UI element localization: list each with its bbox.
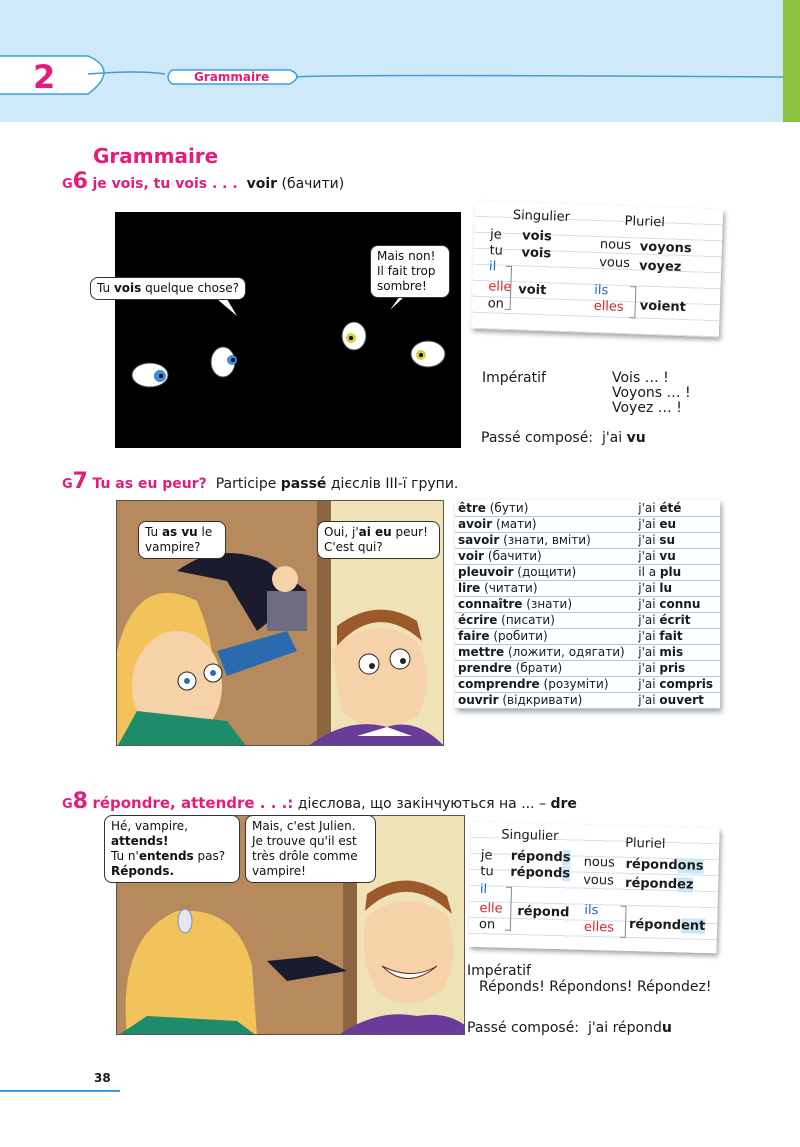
participle-cell xyxy=(636,564,720,580)
verb-form: répond xyxy=(517,904,570,921)
infinitive: comprendre xyxy=(458,677,540,691)
translation: (знати, вміти) xyxy=(499,533,591,547)
verb-row xyxy=(455,516,720,532)
infinitive-cell xyxy=(455,580,636,596)
g6-imperatif-list xyxy=(612,371,691,416)
g6-number: 6 xyxy=(72,169,88,194)
text-bold: dre xyxy=(550,796,577,812)
participle: plu xyxy=(659,565,682,579)
g7-number: 7 xyxy=(72,469,88,494)
infinitive-cell xyxy=(455,628,636,644)
pronoun: je xyxy=(489,227,503,243)
translation: (бути) xyxy=(485,500,529,515)
pronoun: je xyxy=(480,848,493,864)
auxiliary: j'ai xyxy=(638,693,660,707)
pronoun: nous xyxy=(599,237,632,254)
g7-heading xyxy=(62,469,458,494)
pronoun: vous xyxy=(582,872,615,889)
participle-cell xyxy=(636,548,720,564)
verb-form: vois xyxy=(521,228,552,245)
infinitive: connaître xyxy=(458,597,523,611)
pronoun-elles: elles xyxy=(593,298,624,315)
bracket xyxy=(505,887,512,931)
verb-row xyxy=(455,644,720,660)
translation: (ложити, одягати) xyxy=(504,645,625,659)
verb-row xyxy=(455,548,720,564)
singular-header: Singulier xyxy=(501,827,559,845)
g7-label: G xyxy=(62,477,73,492)
verb-ending: s xyxy=(562,850,571,866)
line: Mais non! xyxy=(377,249,436,263)
verb-form: voit xyxy=(517,282,547,299)
bracket xyxy=(620,906,627,938)
infinitive: pleuvoir xyxy=(458,565,514,579)
verb-stem: répond xyxy=(510,864,563,882)
imperatif-form: Voyons … ! xyxy=(612,385,691,401)
g8-number: 8 xyxy=(72,789,88,814)
verb-ending: ons xyxy=(677,858,704,874)
singular-header: Singulier xyxy=(512,208,571,226)
infinitive: être xyxy=(458,500,486,515)
imperatif-form: Vois … ! xyxy=(612,370,669,386)
auxiliary: j'ai xyxy=(638,500,660,515)
auxiliary: j'ai xyxy=(638,517,660,531)
infinitive: faire xyxy=(458,629,490,643)
g6-verb: voir xyxy=(246,176,278,192)
g7-title: Tu as eu peur? xyxy=(92,476,207,492)
infinitive-cell xyxy=(455,644,636,660)
pronoun-elle: elle xyxy=(479,901,503,917)
text: j'ai xyxy=(601,430,627,446)
page-number: 38 xyxy=(94,1071,111,1085)
text: Tu n' xyxy=(111,849,139,863)
page-title: Grammaire xyxy=(93,144,219,168)
verb-ending: ez xyxy=(676,877,694,893)
text: дієслів III-ї групи. xyxy=(326,476,459,492)
bracket xyxy=(629,286,636,318)
auxiliary: j'ai xyxy=(638,661,660,675)
text: Tu xyxy=(145,525,162,539)
text: Participe xyxy=(215,476,281,492)
infinitive-cell xyxy=(455,660,636,676)
infinitive: voir xyxy=(458,549,485,563)
participle: pris xyxy=(659,661,686,675)
pronoun-il: il xyxy=(479,882,488,898)
pronoun: tu xyxy=(489,243,504,259)
translation: (робити) xyxy=(489,629,548,643)
infinitive-cell xyxy=(455,516,636,532)
text-bold: vois xyxy=(113,281,142,295)
infinitive-cell xyxy=(455,564,636,580)
pronoun-elles: elles xyxy=(583,919,615,936)
translation: (відкривати) xyxy=(498,693,583,707)
translation: (бачити) xyxy=(484,549,542,563)
text: le xyxy=(197,525,213,539)
participle: lu xyxy=(659,581,673,595)
text: Oui, j' xyxy=(324,525,359,539)
line: Hé, vampire, xyxy=(111,819,188,833)
verb-stem: répond xyxy=(628,916,682,934)
auxiliary: j'ai xyxy=(638,645,660,659)
g6-bubble-left xyxy=(90,277,246,300)
green-edge-tab xyxy=(783,0,800,122)
imperatif-form: Voyez … ! xyxy=(612,400,682,416)
g7-bubble-right xyxy=(317,521,440,559)
infinitive: mettre xyxy=(458,645,505,659)
text-bold: u xyxy=(661,1020,672,1036)
label: Passé composé: xyxy=(481,430,594,446)
g6-bubble-right xyxy=(370,245,450,298)
pronoun-ils: ils xyxy=(584,902,599,919)
text-bold: as vu xyxy=(161,525,198,539)
translation: (мати) xyxy=(492,517,537,531)
g6-imperatif-label: Impératif xyxy=(482,370,546,386)
g7-participe-table xyxy=(455,500,720,709)
participle-cell xyxy=(636,692,720,708)
participle-cell xyxy=(636,660,720,676)
plural-header: Pluriel xyxy=(624,213,666,231)
line: sombre! xyxy=(377,279,427,293)
g8-title: répondre, attendre . . .: xyxy=(92,794,294,812)
infinitive-cell xyxy=(455,532,636,548)
line: Il fait trop xyxy=(377,264,436,278)
g8-bubble-left xyxy=(104,815,240,883)
verb-row xyxy=(455,612,720,628)
unit-title: Grammaire xyxy=(194,70,270,84)
verb-form: voient xyxy=(639,298,687,316)
verb-row xyxy=(455,676,720,692)
text: pas? xyxy=(193,849,226,863)
verb-form: vois xyxy=(521,245,552,262)
participle-cell xyxy=(636,500,720,516)
participle: vu xyxy=(659,549,676,563)
infinitive-cell xyxy=(455,692,636,708)
participle-cell xyxy=(636,676,720,692)
plural-header: Pluriel xyxy=(624,835,666,852)
participle-cell xyxy=(636,644,720,660)
verb-ending: ent xyxy=(680,918,706,934)
auxiliary: j'ai xyxy=(638,677,660,691)
translation: (читати) xyxy=(480,581,538,595)
participle-cell xyxy=(636,516,720,532)
verb-row xyxy=(455,580,720,596)
g8-imperatif: Réponds! Répondons! Répondez! xyxy=(479,979,712,995)
translation: (знати) xyxy=(522,597,572,611)
bracket xyxy=(505,266,513,310)
participle: été xyxy=(659,500,682,515)
infinitive-cell xyxy=(455,500,636,516)
participle: ouvert xyxy=(659,693,704,707)
verb-row xyxy=(455,628,720,644)
text-bold: entends xyxy=(138,849,194,863)
infinitive-cell xyxy=(455,548,636,564)
g6-label: G xyxy=(62,177,73,192)
line: vampire! xyxy=(252,864,306,878)
infinitive: prendre xyxy=(458,661,512,675)
g6-translation: (бачити) xyxy=(281,176,345,192)
verb-row xyxy=(455,660,720,676)
line-bold: Réponds. xyxy=(111,864,175,878)
verb-stem: répond xyxy=(624,875,678,893)
g8-label: G xyxy=(62,797,73,812)
verb-row xyxy=(455,564,720,580)
g7-bubble-left xyxy=(138,521,226,559)
text: j'ai répond xyxy=(587,1020,662,1036)
line: Je trouve qu'il est xyxy=(252,834,357,848)
infinitive: avoir xyxy=(458,517,493,531)
pronoun-elle: elle xyxy=(488,279,512,296)
pronoun-ils: ils xyxy=(593,282,609,299)
line: C'est qui? xyxy=(324,540,383,554)
g8-conjugation-card xyxy=(468,822,719,953)
participle-cell xyxy=(636,612,720,628)
line: Mais, c'est Julien. xyxy=(252,819,356,833)
text: quelque chose? xyxy=(141,281,239,295)
line: vampire? xyxy=(145,540,201,554)
pronoun: vous xyxy=(598,255,631,272)
participle: su xyxy=(659,533,676,547)
participle-cell xyxy=(636,596,720,612)
infinitive-cell xyxy=(455,676,636,692)
g8-imperatif-label: Impératif xyxy=(467,963,531,979)
participle-cell xyxy=(636,580,720,596)
line: très drôle comme xyxy=(252,849,358,863)
infinitive: écrire xyxy=(458,613,498,627)
header-arrow-graphic xyxy=(0,0,783,122)
verb-row xyxy=(455,596,720,612)
infinitive-cell xyxy=(455,596,636,612)
g6-title: je vois, tu vois . . . xyxy=(92,176,238,192)
page-header xyxy=(0,0,783,122)
g8-passe-compose xyxy=(467,1021,672,1036)
participle-cell xyxy=(636,628,720,644)
participle: mis xyxy=(659,645,684,659)
verb-ending: s xyxy=(562,866,571,882)
text-bold: passé xyxy=(280,476,327,492)
footer-line xyxy=(0,1090,120,1092)
verb-row xyxy=(455,500,720,516)
text: Tu xyxy=(97,281,114,295)
translation: (розуміти) xyxy=(539,677,609,691)
text-bold: ai eu xyxy=(358,525,392,539)
g6-conjugation-card xyxy=(471,201,723,338)
translation: (писати) xyxy=(497,613,555,627)
g8-bubble-right xyxy=(245,815,376,883)
text: дієслова, що закінчуються на ... – xyxy=(293,796,551,812)
verb-row xyxy=(455,532,720,548)
pronoun-il: il xyxy=(488,259,497,275)
verb-row xyxy=(455,692,720,708)
unit-number: 2 xyxy=(33,58,56,96)
g6-heading xyxy=(62,169,344,194)
participle: compris xyxy=(659,677,714,691)
auxiliary: j'ai xyxy=(638,597,660,611)
verb-stem: répond xyxy=(625,856,678,874)
pronoun: tu xyxy=(480,864,494,880)
pronoun-on: on xyxy=(478,917,496,933)
g6-passe-compose xyxy=(481,431,646,446)
verb-stem: répond xyxy=(510,848,563,866)
auxiliary: j'ai xyxy=(638,549,660,563)
auxiliary: j'ai xyxy=(638,533,660,547)
translation: (брати) xyxy=(511,661,563,675)
verb-form: voyons xyxy=(639,239,692,257)
infinitive-cell xyxy=(455,612,636,628)
participle: eu xyxy=(659,517,677,531)
translation: (дощити) xyxy=(513,565,577,579)
infinitive: ouvrir xyxy=(458,693,499,707)
auxiliary: il a xyxy=(638,565,660,579)
participle: écrit xyxy=(659,613,691,627)
auxiliary: j'ai xyxy=(638,581,660,595)
g8-heading xyxy=(62,789,577,814)
participle-cell xyxy=(636,532,720,548)
infinitive: lire xyxy=(458,581,481,595)
pronoun: nous xyxy=(583,854,616,871)
participle: connu xyxy=(659,597,701,611)
auxiliary: j'ai xyxy=(638,613,660,627)
label: Passé composé: xyxy=(467,1020,580,1036)
pronoun-on: on xyxy=(487,296,505,312)
participle: fait xyxy=(659,629,683,643)
text-bold: vu xyxy=(626,430,646,446)
infinitive: savoir xyxy=(458,533,500,547)
auxiliary: j'ai xyxy=(638,629,660,643)
verb-form: voyez xyxy=(638,258,682,275)
text: peur! xyxy=(391,525,428,539)
line-bold: attends! xyxy=(111,834,169,848)
